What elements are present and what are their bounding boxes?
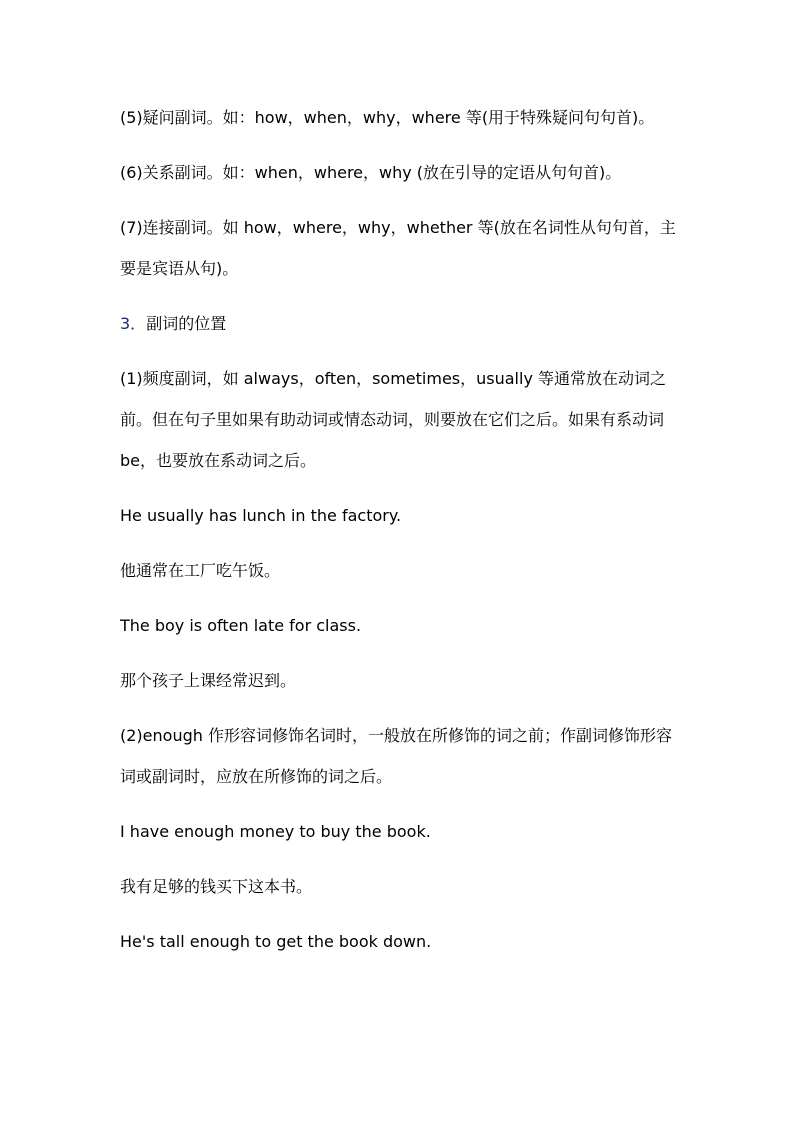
example-sentence-en: I have enough money to buy the book.	[120, 822, 431, 841]
example-sentence-en: He's tall enough to get the book down.	[120, 932, 432, 951]
paragraph-enough-usage: (2)enough 作形容词修饰名词时，一般放在所修饰的词之前；作副词修饰形容词或副词时，应放在所修饰的词之后。	[120, 726, 672, 786]
example-sentence-zh: 那个孩子上课经常迟到。	[120, 671, 297, 690]
paragraph-conjunctive-adverbs: (7)连接副词。如 how，where，why，whether 等(放在名词性从句句首，主要是宾语从句)。	[120, 218, 676, 278]
paragraph-relative-adverbs: (6)关系副词。如：when，where，why (放在引导的定语从句句首)。	[120, 163, 622, 182]
paragraph-frequency-adverbs: (1)频度副词，如 always，often，sometimes，usually 等通常放在动词之前。但在句子里如果有助动词或情态动词，则要放在它们之后。如果有系动词 be，也要放在系动词之后。	[120, 369, 667, 470]
example-sentence-zh: 我有足够的钱买下这本书。	[120, 877, 313, 896]
section-heading-adverb-position	[120, 303, 676, 344]
section-title: 副词的位置	[146, 314, 227, 333]
paragraph-interrogative-adverbs: (5)疑问副词。如：how，when，why，where 等(用于特殊疑问句句首)。	[120, 108, 655, 127]
example-sentence-en: He usually has lunch in the factory.	[120, 506, 402, 525]
section-number: 3．	[120, 314, 147, 333]
example-sentence-zh: 他通常在工厂吃午饭。	[120, 561, 281, 580]
example-sentence-en: The boy is often late for class.	[120, 616, 362, 635]
